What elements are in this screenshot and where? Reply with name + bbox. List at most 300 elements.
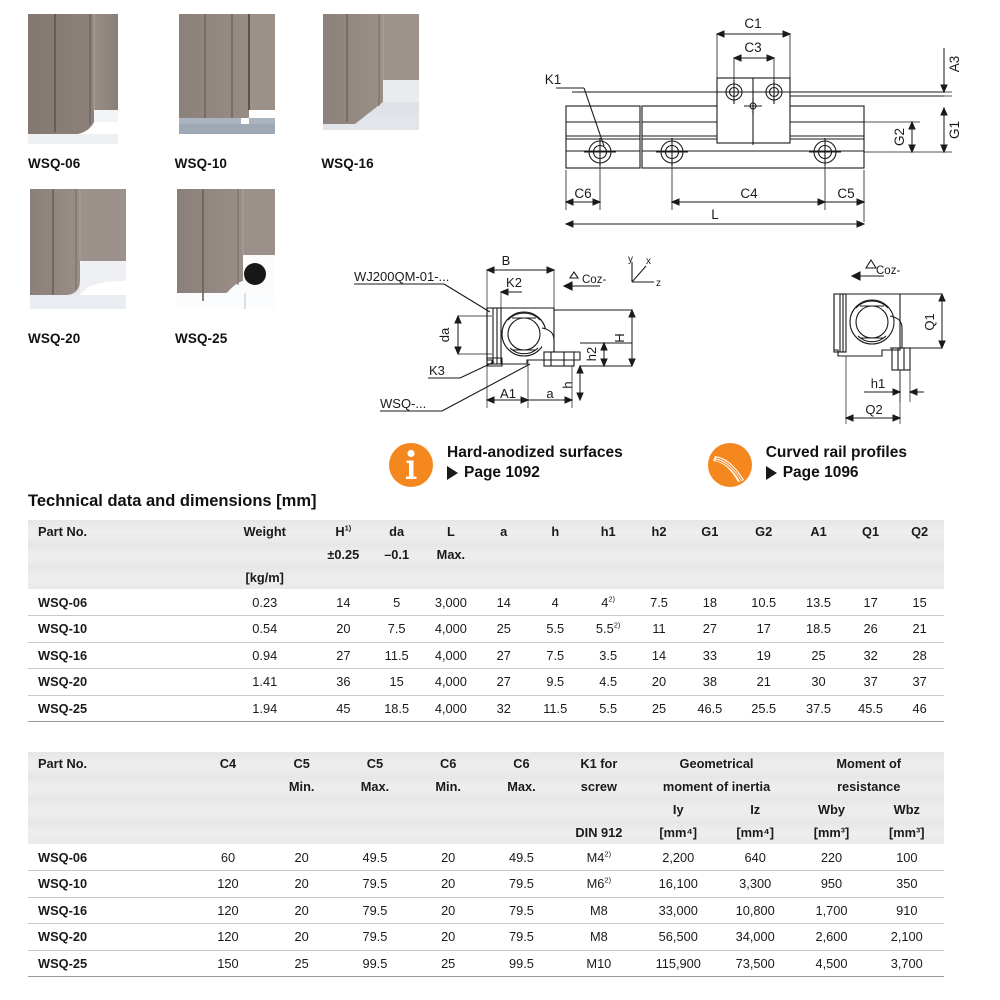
dim-label-h: h	[560, 381, 575, 389]
th-unit-g1	[683, 566, 736, 589]
cell-value: 26	[846, 616, 895, 643]
rail-profile-20-graphic	[28, 189, 140, 319]
footnote-marker: 1)	[344, 523, 352, 533]
photo-image-wsq-10	[175, 14, 287, 144]
cell-value: 120	[191, 924, 265, 951]
dim-label-k2: K2	[506, 275, 522, 290]
cell-value: 73,500	[717, 950, 794, 977]
cell-value: 1,700	[793, 897, 869, 924]
cell-value: 4,000	[423, 642, 478, 669]
th-h-lower: h	[529, 520, 582, 543]
cell-part-no: WSQ-06	[28, 844, 191, 871]
cell-value: 32	[846, 642, 895, 669]
cell-value: 18	[683, 589, 736, 616]
th2-iy: Iy	[640, 798, 717, 821]
info-icon	[388, 442, 434, 488]
cell-part-no: WSQ-20	[28, 669, 213, 696]
cell-value: 25	[479, 616, 529, 643]
th-g1: G1	[683, 520, 736, 543]
th-a: a	[479, 520, 529, 543]
th-unit-h1	[582, 566, 635, 589]
th2-sub-c4	[191, 775, 265, 798]
th2-c5-max: C5	[338, 752, 411, 775]
th-sub-da-tol: –0.1	[370, 543, 423, 566]
cell-value: 25	[412, 950, 485, 977]
th2-sub-group-geom: moment of inertia	[640, 775, 794, 798]
th2-c5-min: C5	[265, 752, 338, 775]
cell-value: 30	[791, 669, 846, 696]
th2-r3-c6min	[412, 798, 485, 821]
th-sub-a	[479, 543, 529, 566]
dim-label-H: H	[612, 333, 627, 343]
th-sub-weight	[213, 543, 316, 566]
cell-value: 38	[683, 669, 736, 696]
callout-text	[447, 442, 623, 483]
cell-value: 46	[895, 695, 944, 722]
cell-value: 25	[791, 642, 846, 669]
cell-value: 7.5	[635, 589, 684, 616]
table1-body	[28, 589, 944, 722]
cell-value: 16,100	[640, 871, 717, 898]
th2-wby: Wby	[793, 798, 869, 821]
photo-caption: WSQ-10	[174, 156, 228, 171]
table1-header-row-1	[28, 520, 944, 543]
cell-value: 14	[316, 589, 370, 616]
cell-value: 5.5	[529, 616, 582, 643]
cell-value: 21	[736, 669, 791, 696]
cell-value: 28	[895, 642, 944, 669]
th-sub-h	[529, 543, 582, 566]
cell-value: 20	[635, 669, 684, 696]
cell-value: M6$^{2)}$	[558, 871, 639, 898]
leader-label-wj200qm: WJ200QM-01-...	[354, 269, 450, 284]
cell-value: 20	[265, 897, 338, 924]
cell-value: 950	[793, 871, 869, 898]
table-row	[28, 616, 944, 643]
cell-value: 4,500	[793, 950, 869, 977]
rail-profile-06-graphic	[28, 14, 140, 144]
th2-sub-screw: screw	[558, 775, 639, 798]
cell-value: 350	[870, 871, 944, 898]
table-row	[28, 924, 944, 951]
th2-r4-part	[28, 821, 191, 844]
th2-r4-c5max	[338, 821, 411, 844]
cell-value: 10,800	[717, 897, 794, 924]
cell-value: 4$^{2)}$	[582, 589, 635, 616]
cell-value: 640	[717, 844, 794, 871]
dim-label-coz: Coz-	[582, 274, 607, 286]
table-row	[28, 642, 944, 669]
table-row	[28, 844, 944, 871]
table-section-properties	[28, 752, 944, 977]
th2-r3-screw	[558, 798, 639, 821]
th-unit-h2	[635, 566, 684, 589]
cell-value: 79.5	[338, 897, 411, 924]
cell-value: 10.5	[736, 589, 791, 616]
curved-rail-icon	[707, 442, 753, 488]
dim-label-a1: A1	[500, 386, 516, 401]
th2-r4-c5min	[265, 821, 338, 844]
cell-value: 32	[479, 695, 529, 722]
cell-value: 37	[846, 669, 895, 696]
th2-r4-c6max	[485, 821, 558, 844]
table2-body	[28, 844, 944, 977]
dim-label-c5: C5	[837, 186, 855, 201]
th2-wbz: Wbz	[870, 798, 944, 821]
th2-r4-c6min	[412, 821, 485, 844]
th2-r3-c5min	[265, 798, 338, 821]
cell-part-no: WSQ-25	[28, 950, 191, 977]
leader-label-wsq: WSQ-...	[380, 396, 427, 411]
cell-value: 5	[370, 589, 423, 616]
dim-label-c1: C1	[744, 16, 762, 31]
cell-value: 79.5	[485, 924, 558, 951]
th2-part-no: Part No.	[28, 752, 191, 775]
th2-din-912: DIN 912	[558, 821, 639, 844]
rail-profile-16-graphic	[321, 14, 433, 144]
product-photo-wsq-06[interactable]	[28, 14, 175, 171]
footnote-marker: 2)	[604, 875, 612, 885]
cell-value: 120	[191, 871, 265, 898]
th2-r3-part	[28, 798, 191, 821]
th-unit-g2	[736, 566, 791, 589]
drawing-top-view	[512, 12, 992, 242]
cell-value: 5.5$^{2)}$	[582, 616, 635, 643]
cell-part-no: WSQ-10	[28, 616, 213, 643]
dim-label-h2: h2	[584, 346, 599, 362]
product-photo-wsq-10[interactable]	[175, 14, 322, 171]
callout-page-label: Page 1096	[782, 464, 859, 481]
cell-value: 20	[412, 924, 485, 951]
leader-label-k3: K3	[429, 363, 445, 378]
cell-value: 27	[479, 642, 529, 669]
photo-caption: WSQ-20	[28, 331, 81, 346]
th-a1: A1	[791, 520, 846, 543]
cell-value: 27	[316, 642, 370, 669]
th-unit-h-low	[529, 566, 582, 589]
table2-header-row-4	[28, 821, 944, 844]
th-q2: Q2	[895, 520, 944, 543]
photo-caption: WSQ-06	[28, 156, 81, 171]
cell-part-no: WSQ-06	[28, 589, 213, 616]
th2-c6-min: C6	[412, 752, 485, 775]
footnote-marker: 2)	[604, 849, 612, 859]
table2-head	[28, 752, 944, 844]
th-sub-h-tol: ±0.25	[316, 543, 370, 566]
cell-value: 15	[370, 669, 423, 696]
dim-label-coz-right: Coz-	[876, 265, 901, 277]
cell-value: 36	[316, 669, 370, 696]
th-weight: Weight	[213, 520, 316, 543]
cell-value: 9.5	[529, 669, 582, 696]
drawing-cross-section	[332, 248, 692, 428]
cell-value: 150	[191, 950, 265, 977]
cell-value: 18.5	[791, 616, 846, 643]
cell-value: 2,200	[640, 844, 717, 871]
table-technical-dimensions-wrap	[28, 520, 944, 722]
cell-value: 2,100	[870, 924, 944, 951]
cell-value: 27	[683, 616, 736, 643]
cell-value: 2,600	[793, 924, 869, 951]
dim-label-c4: C4	[740, 186, 758, 201]
th2-sub-part	[28, 775, 191, 798]
table1-header-row-2	[28, 543, 944, 566]
cell-value: 17	[846, 589, 895, 616]
cell-value: 33,000	[640, 897, 717, 924]
cell-value: 18.5	[370, 695, 423, 722]
th2-c6-max: C6	[485, 752, 558, 775]
photo-image-wsq-20	[28, 189, 140, 319]
table-technical-dimensions	[28, 520, 944, 722]
th-sub-l-max: Max.	[423, 543, 478, 566]
drawing-side-section	[812, 252, 992, 432]
cell-value: 20	[265, 844, 338, 871]
cell-value: M8	[558, 897, 639, 924]
th2-unit-iz: [mm⁴]	[717, 821, 794, 844]
cell-value: 4.5	[582, 669, 635, 696]
cell-value: 7.5	[370, 616, 423, 643]
cell-value: 99.5	[485, 950, 558, 977]
rail-profile-25-graphic	[175, 189, 287, 319]
cell-value: 7.5	[529, 642, 582, 669]
cell-part-no: WSQ-16	[28, 642, 213, 669]
triangle-right-icon	[447, 466, 458, 480]
cell-value: 1.41	[213, 669, 316, 696]
th2-k1-screw: K1 for	[558, 752, 639, 775]
cell-value: 4	[529, 589, 582, 616]
cell-value: 220	[793, 844, 869, 871]
table-row	[28, 950, 944, 977]
product-photo-wsq-20[interactable]	[28, 189, 175, 346]
cell-value: 46.5	[683, 695, 736, 722]
th-h2: h2	[635, 520, 684, 543]
th-sub-h1	[582, 543, 635, 566]
th-unit-h	[316, 566, 370, 589]
cell-value: 4,000	[423, 669, 478, 696]
table-row	[28, 589, 944, 616]
cell-part-no: WSQ-16	[28, 897, 191, 924]
dim-label-c6: C6	[574, 186, 592, 201]
th2-iz: Iz	[717, 798, 794, 821]
photo-image-wsq-25	[175, 189, 287, 319]
table1-head	[28, 520, 944, 589]
cell-value: M4$^{2)}$	[558, 844, 639, 871]
dim-label-q2: Q2	[865, 402, 883, 417]
cell-value: 120	[191, 897, 265, 924]
cell-value: 60	[191, 844, 265, 871]
th-unit-q1	[846, 566, 895, 589]
th-unit-a1	[791, 566, 846, 589]
cell-value: 79.5	[485, 871, 558, 898]
th-sub-g2	[736, 543, 791, 566]
callout-curved-rail[interactable]	[707, 442, 907, 488]
cell-value: 910	[870, 897, 944, 924]
cell-value: 19	[736, 642, 791, 669]
callout-hard-anodized[interactable]	[388, 442, 623, 488]
th2-r3-c5max	[338, 798, 411, 821]
cell-value: M8	[558, 924, 639, 951]
cell-value: 14	[479, 589, 529, 616]
footnote-marker: 2)	[613, 620, 621, 630]
product-photo-wsq-16[interactable]	[321, 14, 468, 171]
table2-header-row-1	[28, 752, 944, 775]
th-sub-q1	[846, 543, 895, 566]
th-h1: h1	[582, 520, 635, 543]
cell-value: 11.5	[529, 695, 582, 722]
cell-value: 100	[870, 844, 944, 871]
cell-value: 33	[683, 642, 736, 669]
photo-caption: WSQ-25	[175, 331, 228, 346]
cell-value: 20	[265, 871, 338, 898]
dim-label-a3: A3	[947, 55, 962, 73]
callout-page-ref[interactable]	[766, 462, 907, 483]
cell-value: 15	[895, 589, 944, 616]
cell-value: 13.5	[791, 589, 846, 616]
rail-profile-10-graphic	[175, 14, 287, 144]
th-sub-q2	[895, 543, 944, 566]
dim-label-da: da	[437, 327, 452, 343]
th-unit-a	[479, 566, 529, 589]
th-unit-part	[28, 566, 213, 589]
th-unit-q2	[895, 566, 944, 589]
cell-value: 79.5	[338, 871, 411, 898]
table-row	[28, 669, 944, 696]
cell-value: 25	[265, 950, 338, 977]
th2-unit-wbz: [mm³]	[870, 821, 944, 844]
cell-value: 45.5	[846, 695, 895, 722]
photo-caption: WSQ-16	[321, 156, 374, 171]
th2-c4: C4	[191, 752, 265, 775]
cell-value: 79.5	[485, 897, 558, 924]
table-row	[28, 897, 944, 924]
cell-value: 0.23	[213, 589, 316, 616]
cell-value: 37	[895, 669, 944, 696]
cell-value: 20	[412, 844, 485, 871]
callout-text	[766, 442, 907, 483]
cell-value: 21	[895, 616, 944, 643]
axis-label-y: y	[628, 254, 633, 265]
cell-value: 45	[316, 695, 370, 722]
axis-label-x: x	[646, 256, 651, 267]
th-da: da	[370, 520, 423, 543]
cell-value: 25.5	[736, 695, 791, 722]
th-sub-a1	[791, 543, 846, 566]
cell-value: M10	[558, 950, 639, 977]
cell-part-no: WSQ-25	[28, 695, 213, 722]
table-row	[28, 871, 944, 898]
th2-r4-c4	[191, 821, 265, 844]
th2-r3-c4	[191, 798, 265, 821]
cell-value: 56,500	[640, 924, 717, 951]
photo-image-wsq-06	[28, 14, 140, 144]
dim-label-q1: Q1	[922, 313, 937, 331]
cell-value: 0.94	[213, 642, 316, 669]
th-unit-weight: [kg/m]	[213, 566, 316, 589]
cell-value: 3.5	[582, 642, 635, 669]
cell-value: 34,000	[717, 924, 794, 951]
dim-label-h1: h1	[870, 376, 886, 391]
cell-value: 4,000	[423, 695, 478, 722]
cell-value: 25	[635, 695, 684, 722]
callout-title: Hard-anodized surfaces	[447, 444, 623, 461]
th-sub-g1	[683, 543, 736, 566]
reference-callouts	[388, 442, 907, 488]
cell-value: 4,000	[423, 616, 478, 643]
cell-value: 1.94	[213, 695, 316, 722]
footnote-marker: 2)	[608, 594, 616, 604]
cell-value: 27	[479, 669, 529, 696]
cell-value: 3,700	[870, 950, 944, 977]
th-unit-l	[423, 566, 478, 589]
cell-value: 20	[412, 897, 485, 924]
cell-value: 20	[265, 924, 338, 951]
callout-title: Curved rail profiles	[765, 444, 907, 461]
callout-page-ref[interactable]	[447, 462, 623, 483]
dim-label-c3: C3	[744, 40, 762, 55]
triangle-right-icon	[766, 466, 777, 480]
dim-label-k1: K1	[544, 72, 562, 87]
th-unit-da	[370, 566, 423, 589]
cell-value: 5.5	[582, 695, 635, 722]
cell-value: 11	[635, 616, 684, 643]
page-title: Technical data and dimensions [mm]	[28, 492, 317, 510]
cell-part-no: WSQ-20	[28, 924, 191, 951]
th2-sub-group-res: resistance	[793, 775, 944, 798]
dim-label-l: L	[711, 207, 719, 222]
th2-sub-c6min: Min.	[412, 775, 485, 798]
photo-row-1	[28, 14, 468, 171]
th2-r3-c6max	[485, 798, 558, 821]
cell-value: 17	[736, 616, 791, 643]
table-row	[28, 695, 944, 722]
th-sub-part	[28, 543, 213, 566]
th-part-no: Part No.	[28, 520, 213, 543]
cell-value: 3,000	[423, 589, 478, 616]
cell-value: 99.5	[338, 950, 411, 977]
th2-sub-c5min: Min.	[265, 775, 338, 798]
cell-value: 0.54	[213, 616, 316, 643]
cell-value: 115,900	[640, 950, 717, 977]
dim-label-a: a	[546, 386, 554, 401]
cell-value: 49.5	[485, 844, 558, 871]
th2-group-moment: Moment of	[793, 752, 944, 775]
th-q1: Q1	[846, 520, 895, 543]
th2-unit-wby: [mm³]	[793, 821, 869, 844]
th2-group-geometrical: Geometrical	[640, 752, 794, 775]
cell-value: 79.5	[338, 924, 411, 951]
product-photo-wsq-25[interactable]	[175, 189, 322, 346]
table-section-properties-wrap	[28, 752, 944, 977]
cell-value: 11.5	[370, 642, 423, 669]
th2-unit-iy: [mm⁴]	[640, 821, 717, 844]
th-l: L	[423, 520, 478, 543]
table2-header-row-2	[28, 775, 944, 798]
dim-label-b: B	[501, 253, 511, 268]
th-sub-h2	[635, 543, 684, 566]
axis-label-z: z	[656, 278, 661, 289]
callout-page-label: Page 1092	[464, 464, 540, 481]
table2-header-row-3	[28, 798, 944, 821]
cell-value: 14	[635, 642, 684, 669]
table1-header-row-3	[28, 566, 944, 589]
cell-part-no: WSQ-10	[28, 871, 191, 898]
cell-value: 49.5	[338, 844, 411, 871]
cell-value: 20	[316, 616, 370, 643]
dim-label-g1: G1	[947, 120, 962, 140]
photo-image-wsq-16	[321, 14, 433, 144]
th-g2: G2	[736, 520, 791, 543]
cell-value: 37.5	[791, 695, 846, 722]
